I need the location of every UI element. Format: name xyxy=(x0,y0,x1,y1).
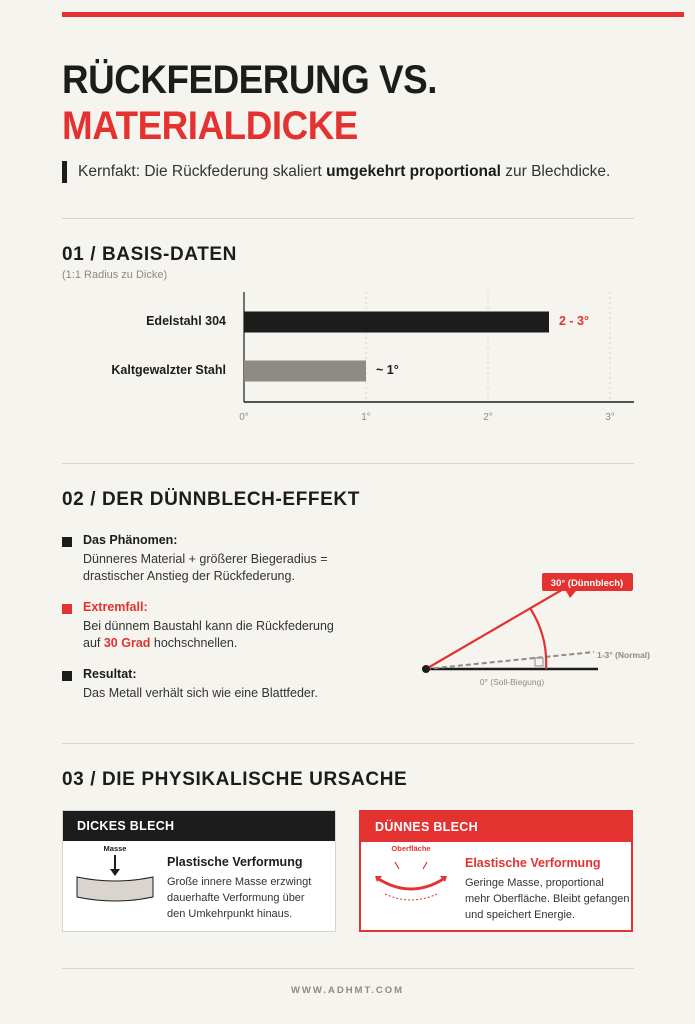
footer-url: WWW.ADHMT.COM xyxy=(290,985,405,996)
normal-label: 1-3° (Normal) xyxy=(597,650,650,660)
list-item-heading: Das Phänomen: xyxy=(83,533,178,547)
card-body-line: Große innere Masse erzwingt xyxy=(167,876,312,888)
springback-diagram xyxy=(400,570,690,700)
card-header: DÜNNES BLECH xyxy=(361,812,631,842)
mass-label: Masse xyxy=(103,844,127,853)
list-item-line: Dünneres Material + größerer Biegeradius = xyxy=(83,552,328,566)
card-body-line: und speichert Energie. xyxy=(465,909,576,921)
key-fact-prefix: Kernfakt: Die Rückfederung skaliert xyxy=(78,163,327,180)
card-body-line: dauerhafte Verformung über xyxy=(167,892,305,904)
list-item-line: auf xyxy=(83,636,104,650)
card-thin-sheet xyxy=(359,810,633,932)
divider xyxy=(62,968,634,969)
list-item-line: hochschnellen. xyxy=(150,636,238,650)
list-item-highlight: 30 Grad xyxy=(103,636,151,650)
thick-sheet-icon xyxy=(73,841,157,911)
card-body-line: mehr Oberfläche. Bleibt gefangen xyxy=(465,893,630,905)
x-tick-label: 2° xyxy=(483,412,493,423)
x-tick-label: 3° xyxy=(605,412,615,423)
thin-sheet-icon xyxy=(369,842,453,912)
callout-pointer xyxy=(566,591,576,598)
card-thick-sheet xyxy=(62,810,336,932)
section-title-duennblech-effekt: 02 / DER DÜNNBLECH-EFFEKT xyxy=(62,489,360,510)
bar-value-label: ~ 1° xyxy=(376,363,399,377)
card-body-line: den Umkehrpunkt hinaus. xyxy=(167,908,293,920)
right-angle-marker xyxy=(535,658,543,666)
list-item-line: Bei dünnem Baustahl kann die Rückfederung xyxy=(83,619,334,633)
card-header: DICKES BLECH xyxy=(63,811,335,841)
card-body-line: Geringe Masse, proportional xyxy=(465,877,604,889)
base-label: 0° (Soll-Biegung) xyxy=(479,677,545,687)
x-tick-label: 0° xyxy=(239,412,249,423)
divider xyxy=(62,463,634,464)
callout-label: 30° (Dünnblech) xyxy=(550,578,624,589)
surface-label: Oberfläche xyxy=(391,844,431,853)
list-item-text xyxy=(83,618,334,652)
card-body xyxy=(465,875,630,923)
section-note: (1:1 Radius zu Dicke) xyxy=(62,269,168,281)
key-fact-emphasis: umgekehrt proportional xyxy=(326,163,501,180)
list-item-line: drastischer Anstieg der Rückfederung. xyxy=(83,569,295,583)
bar-category-label: Edelstahl 304 xyxy=(146,314,226,328)
key-fact-suffix: zur Blechdicke. xyxy=(500,163,611,180)
pivot-point xyxy=(422,665,430,673)
bullet-square xyxy=(62,537,72,547)
card-title: Elastische Verformung xyxy=(465,856,601,870)
section-title-physikalische-ursache: 03 / DIE PHYSIKALISCHE URSACHE xyxy=(62,769,408,790)
angle-arc xyxy=(530,608,546,669)
bar-category-label: Kaltgewalzter Stahl xyxy=(111,363,226,377)
bar xyxy=(244,312,549,333)
list-item-heading: Resultat: xyxy=(83,667,137,681)
bar xyxy=(244,361,366,382)
list-item-text xyxy=(83,551,328,585)
page-title-line2: MATERIALDICKE xyxy=(62,104,358,148)
card-title: Plastische Verformung xyxy=(167,855,303,869)
bullet-square xyxy=(62,671,72,681)
divider xyxy=(62,743,634,744)
list-item-text xyxy=(83,685,318,702)
x-tick-label: 1° xyxy=(361,412,371,423)
list-item-line: Das Metall verhält sich wie eine Blattfeder. xyxy=(83,686,318,700)
section-title-basis-daten: 01 / BASIS-DATEN xyxy=(62,244,237,265)
bar-value-label: 2 - 3° xyxy=(559,314,590,328)
page-title-line1: RÜCKFEDERUNG VS. xyxy=(62,58,437,102)
list-item-heading: Extremfall: xyxy=(83,600,148,614)
bullet-square xyxy=(62,604,72,614)
card-body xyxy=(167,874,311,922)
